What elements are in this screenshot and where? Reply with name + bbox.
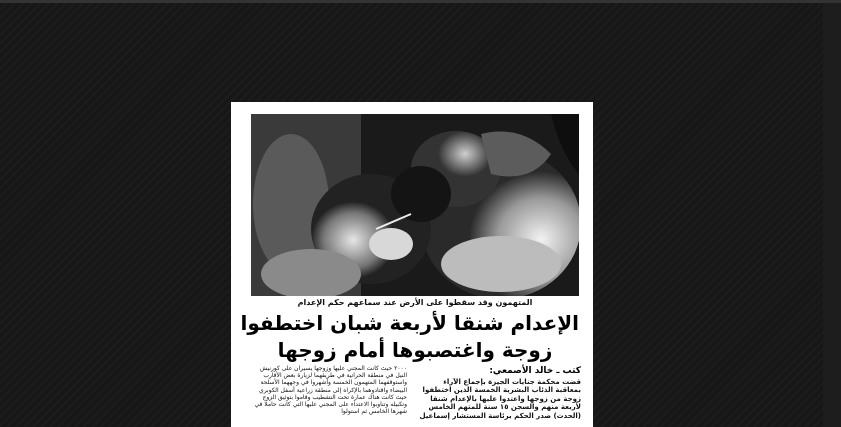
newspaper-clipping-image[interactable]	[231, 102, 593, 427]
news-photo	[251, 114, 579, 296]
right-edge-strip	[823, 3, 841, 427]
headline-line-1: الإعدام شنقا لأربعة شبان اختطفوا	[240, 311, 579, 335]
article-body-text: ٢٠٠٠ حيث كانت المجني عليها وزوجها يسيران على كورنيش النيل في منطقة الحرانية في طريقهما لزيارة بعض الأقارب واستوقفهما المتهمون الخمسة وأشهروا في وجههما الأسلحة البيضاء واقتادوهما بالإكراه إلى منطقة زراعية أسفل الكوبري حيث كانت هناك عمارة تحت التشطيب وقاموا بتوثيق الزوج وتكبيله وتناوبوا الاعتداء على المجني عليها التي كانت حاملا في شهرها الخامس ثم استولوا	[254, 365, 407, 416]
top-bar	[0, 0, 841, 3]
headline-line-2: زوجة واغتصبوها أمام زوجها	[277, 338, 553, 362]
byline: كتب ـ خالد الأصمعي:	[489, 366, 581, 376]
photo-caption: المتهمون وقد سقطوا على الأرض عند سماعهم حكم الإعدام	[297, 298, 533, 307]
article-lead-text: قضت محكمة جنايات الجيزة بإجماع الآراء بمعاقبة الذئاب البشرية الخمسة الذين اختطفوا زوجة من زوجها واعتدوا عليها بالإعدام شنقا لأربعة منهم والسجن ١٥ سنة للمتهم الخامس (الحدث) صدر الحكم برئاسة المستشار إسماعيل	[419, 378, 581, 420]
